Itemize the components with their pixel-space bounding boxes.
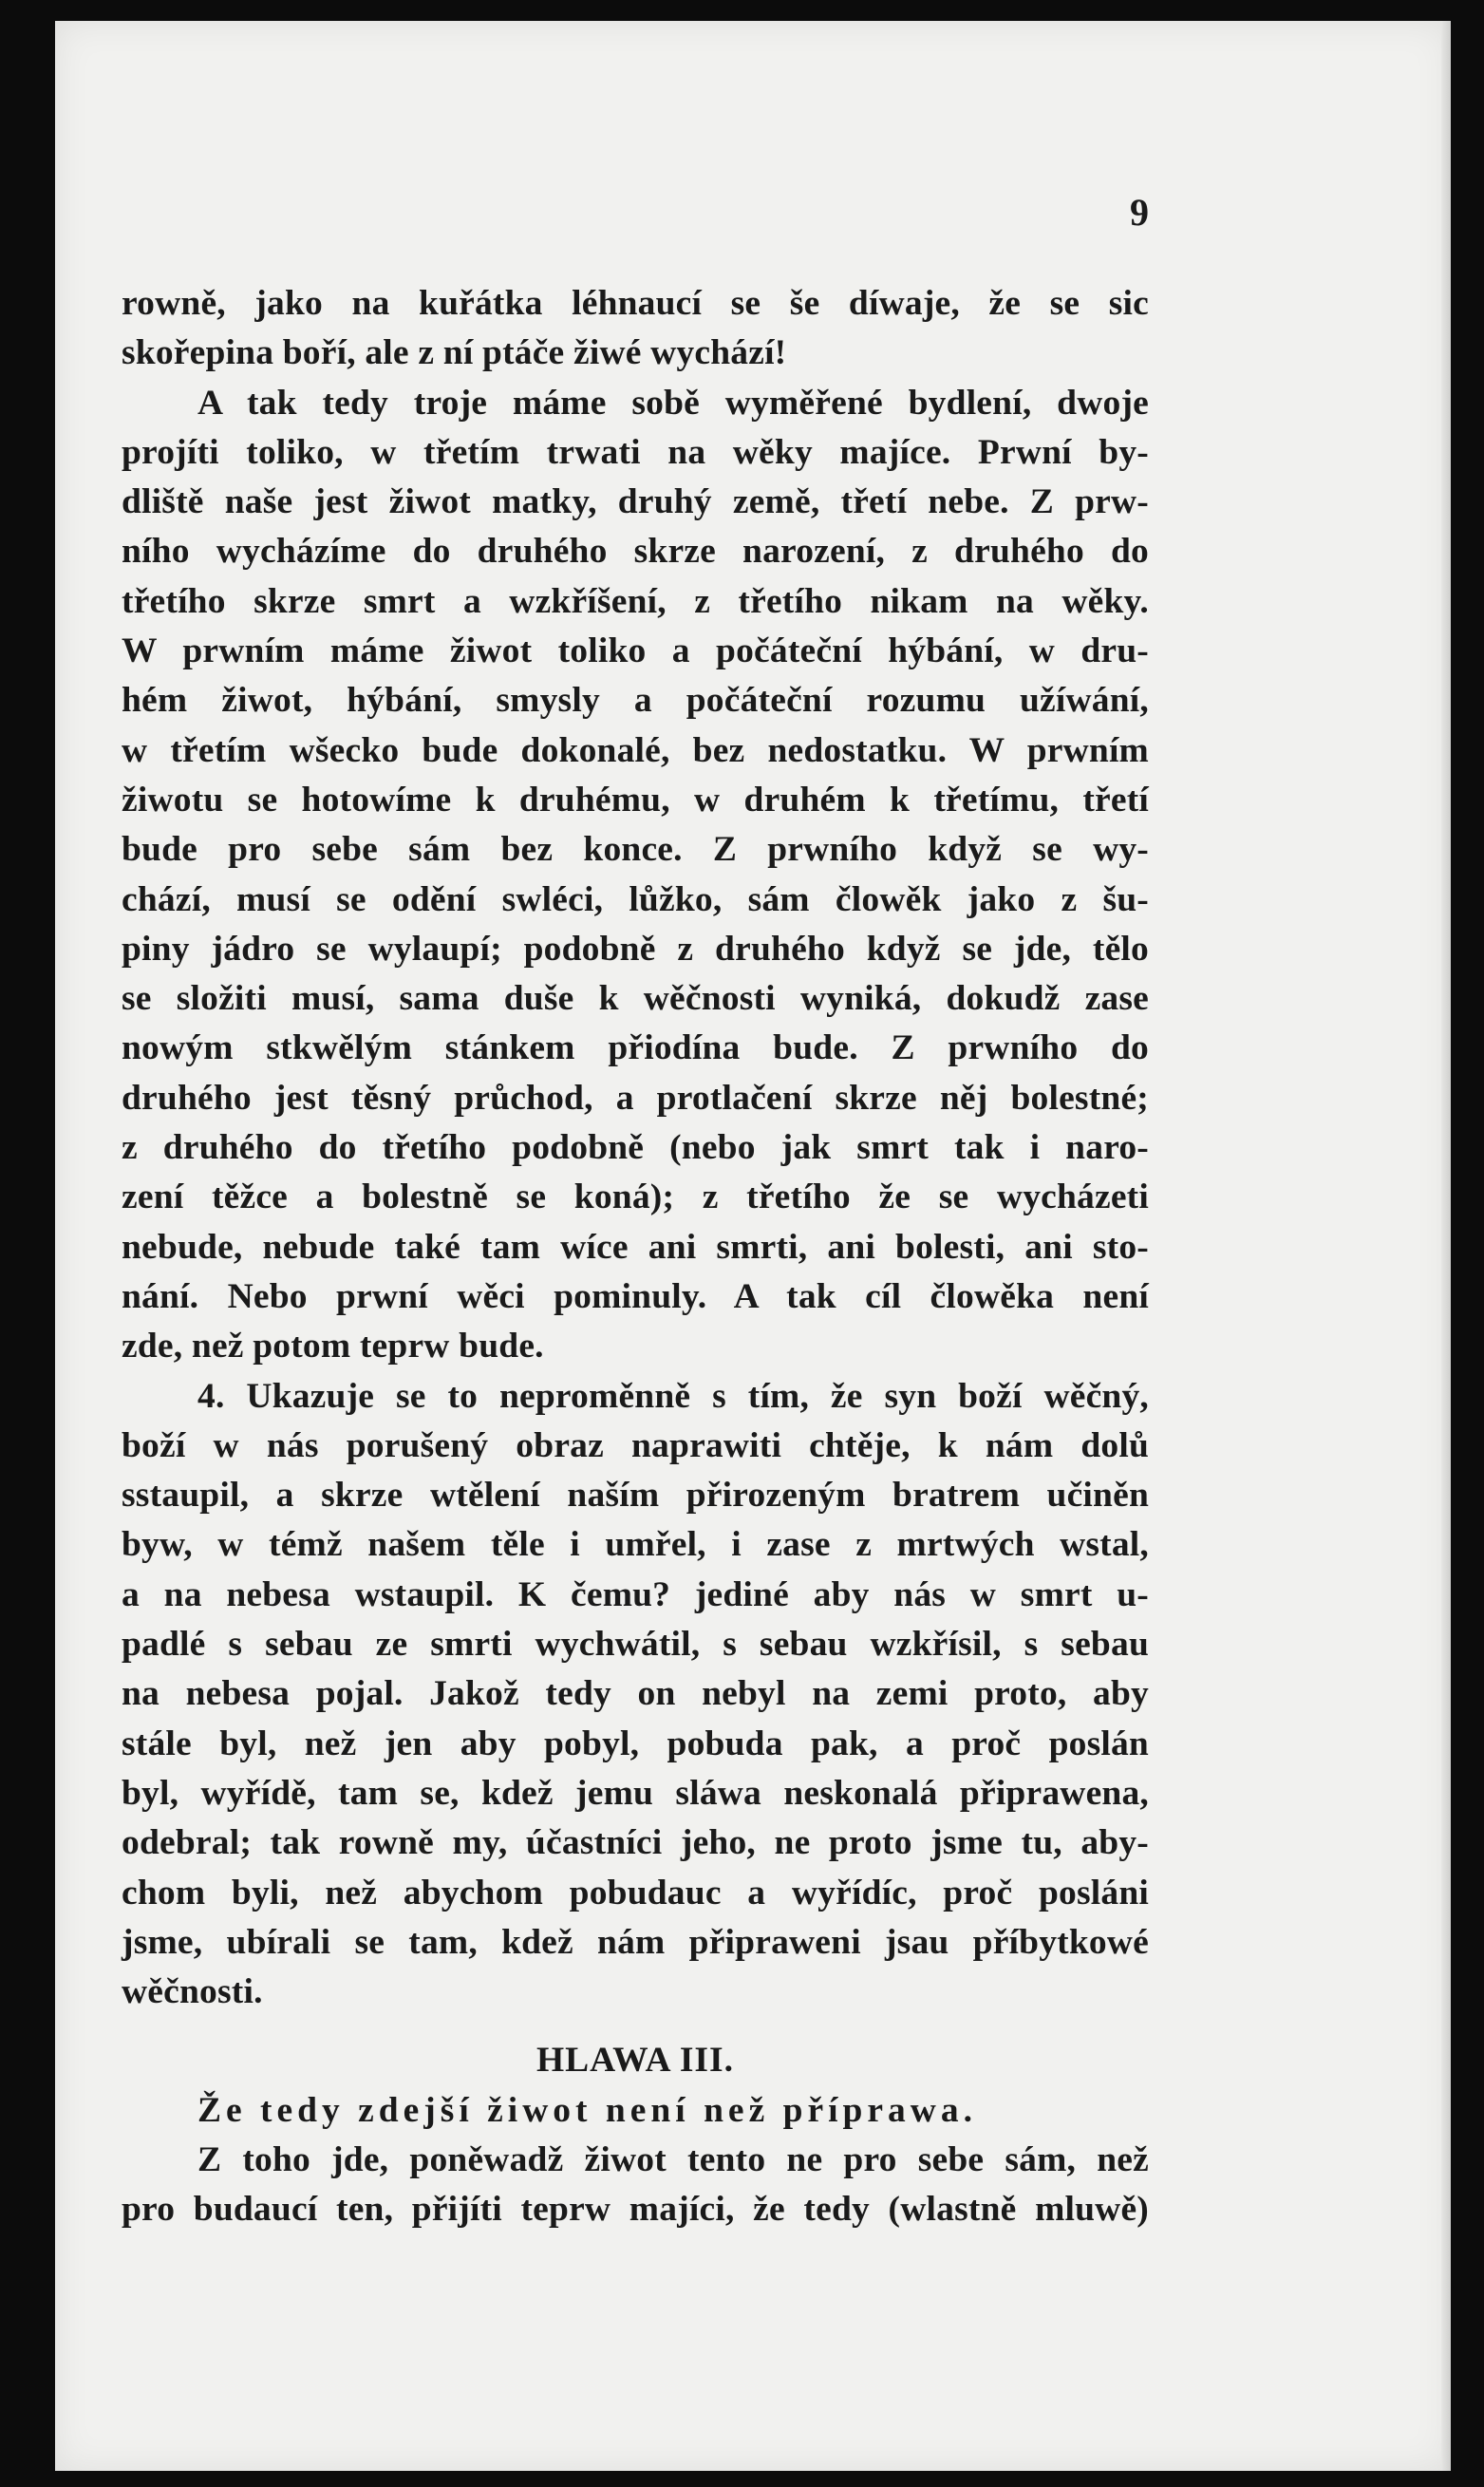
chapter-subheading: Že tedy zdejší žiwot není než příprawa. xyxy=(197,2090,977,2130)
text-line: byw, w témž našem těle i umřel, i zase z mrtwých wstal, xyxy=(122,1525,1149,1565)
text-line: projíti toliko, w třetím trwati na wěky majíce. Prwní by- xyxy=(122,432,1149,472)
text-line: odebral; tak rowně my, účastníci jeho, ne proto jsme tu, aby- xyxy=(122,1823,1149,1863)
text-line: boží w nás porušený obraz naprawiti chtěje, k nám dolů xyxy=(122,1425,1149,1465)
text-line: A tak tedy troje máme sobě wyměřené bydlení, dwoje xyxy=(197,383,1149,423)
text-line: třetího skrze smrt a wzkříšení, z třetího nikam na wěky. xyxy=(122,581,1149,621)
text-line: se složiti musí, sama duše k wěčnosti wyniká, dokudž zase xyxy=(122,979,1149,1019)
text-line: W prwním máme žiwot toliko a počáteční hýbání, w dru- xyxy=(122,631,1149,671)
text-line: žiwotu se hotowíme k druhému, w druhém k třetímu, třetí xyxy=(122,780,1149,820)
text-line: z druhého do třetího podobně (nebo jak smrt tak i naro- xyxy=(122,1128,1149,1168)
text-line: piny jádro se wylaupí; podobně z druhého když se jde, tělo xyxy=(122,929,1149,969)
text-line: Z toho jde, poněwadž žiwot tento ne pro sebe sám, než xyxy=(197,2139,1149,2179)
text-line: chom byli, než abychom pobudauc a wyřídíc, proč posláni xyxy=(122,1873,1149,1912)
text-line: zde, než potom teprw bude. xyxy=(122,1327,544,1366)
text-line: byl, wyřídě, tam se, kdež jemu sláwa neskonalá připrawena, xyxy=(122,1773,1149,1813)
chapter-heading: HLAWA III. xyxy=(536,2041,734,2081)
page-edge xyxy=(1441,21,1451,2471)
text-line: druhého jest těsný průchod, a protlačení skrze něj bolestné; xyxy=(122,1078,1149,1118)
text-line: hém žiwot, hýbání, smysly a počáteční rozumu užíwání, xyxy=(122,681,1149,721)
text-line: chází, musí se odění swléci, lůžko, sám člowěk jako z šu- xyxy=(122,879,1149,919)
text-line: wěčnosti. xyxy=(122,1972,263,2012)
text-line: nowým stkwělým stánkem přiodína bude. Z prwního do xyxy=(122,1028,1149,1068)
text-line: nebude, nebude také tam wíce ani smrti, ani bolesti, ani sto- xyxy=(122,1227,1149,1267)
book-page xyxy=(55,21,1451,2471)
text-line: a na nebesa wstaupil. K čemu? jediné aby nás w smrt u- xyxy=(122,1574,1149,1614)
text-line: dliště naše jest žiwot matky, druhý země, třetí nebe. Z prw- xyxy=(122,482,1149,522)
text-line: zení těžce a bolestně se koná); z třetího že se wycházeti xyxy=(122,1178,1149,1217)
text-line: na nebesa pojal. Jakož tedy on nebyl na zemi proto, aby xyxy=(122,1674,1149,1714)
text-line: ního wycházíme do druhého skrze narození, z druhého do xyxy=(122,532,1149,572)
text-line: stále byl, než jen aby pobyl, pobuda pak, a proč poslán xyxy=(122,1724,1149,1763)
text-line: 4. Ukazuje se to neproměnně s tím, že syn boží wěčný, xyxy=(197,1376,1149,1416)
page-number: 9 xyxy=(1130,191,1149,234)
text-line: padlé s sebau ze smrti wychwátil, s sebau wzkřísil, s sebau xyxy=(122,1625,1149,1665)
text-line: w třetím wšecko bude dokonalé, bez nedostatku. W prwním xyxy=(122,730,1149,770)
text-line: nání. Nebo prwní wěci pominuly. A tak cíl člowěka není xyxy=(122,1276,1149,1316)
text-line: rowně, jako na kuřátka léhnaucí se še díwaje, že se sic xyxy=(122,284,1149,323)
text-line: jsme, ubírali se tam, kdež nám připraweni jsau příbytkowé xyxy=(122,1922,1149,1962)
text-line: sstaupil, a skrze wtělení naším přirozeným bratrem učiněn xyxy=(122,1476,1149,1516)
body-text xyxy=(122,279,1149,2235)
text-line: pro budaucí ten, přijíti teprw majíci, že tedy (wlastně mluwě) xyxy=(122,2190,1149,2230)
text-line: bude pro sebe sám bez konce. Z prwního když se wy- xyxy=(122,830,1149,870)
text-line: skořepina boří, ale z ní ptáče žiwé wychází! xyxy=(122,333,787,373)
